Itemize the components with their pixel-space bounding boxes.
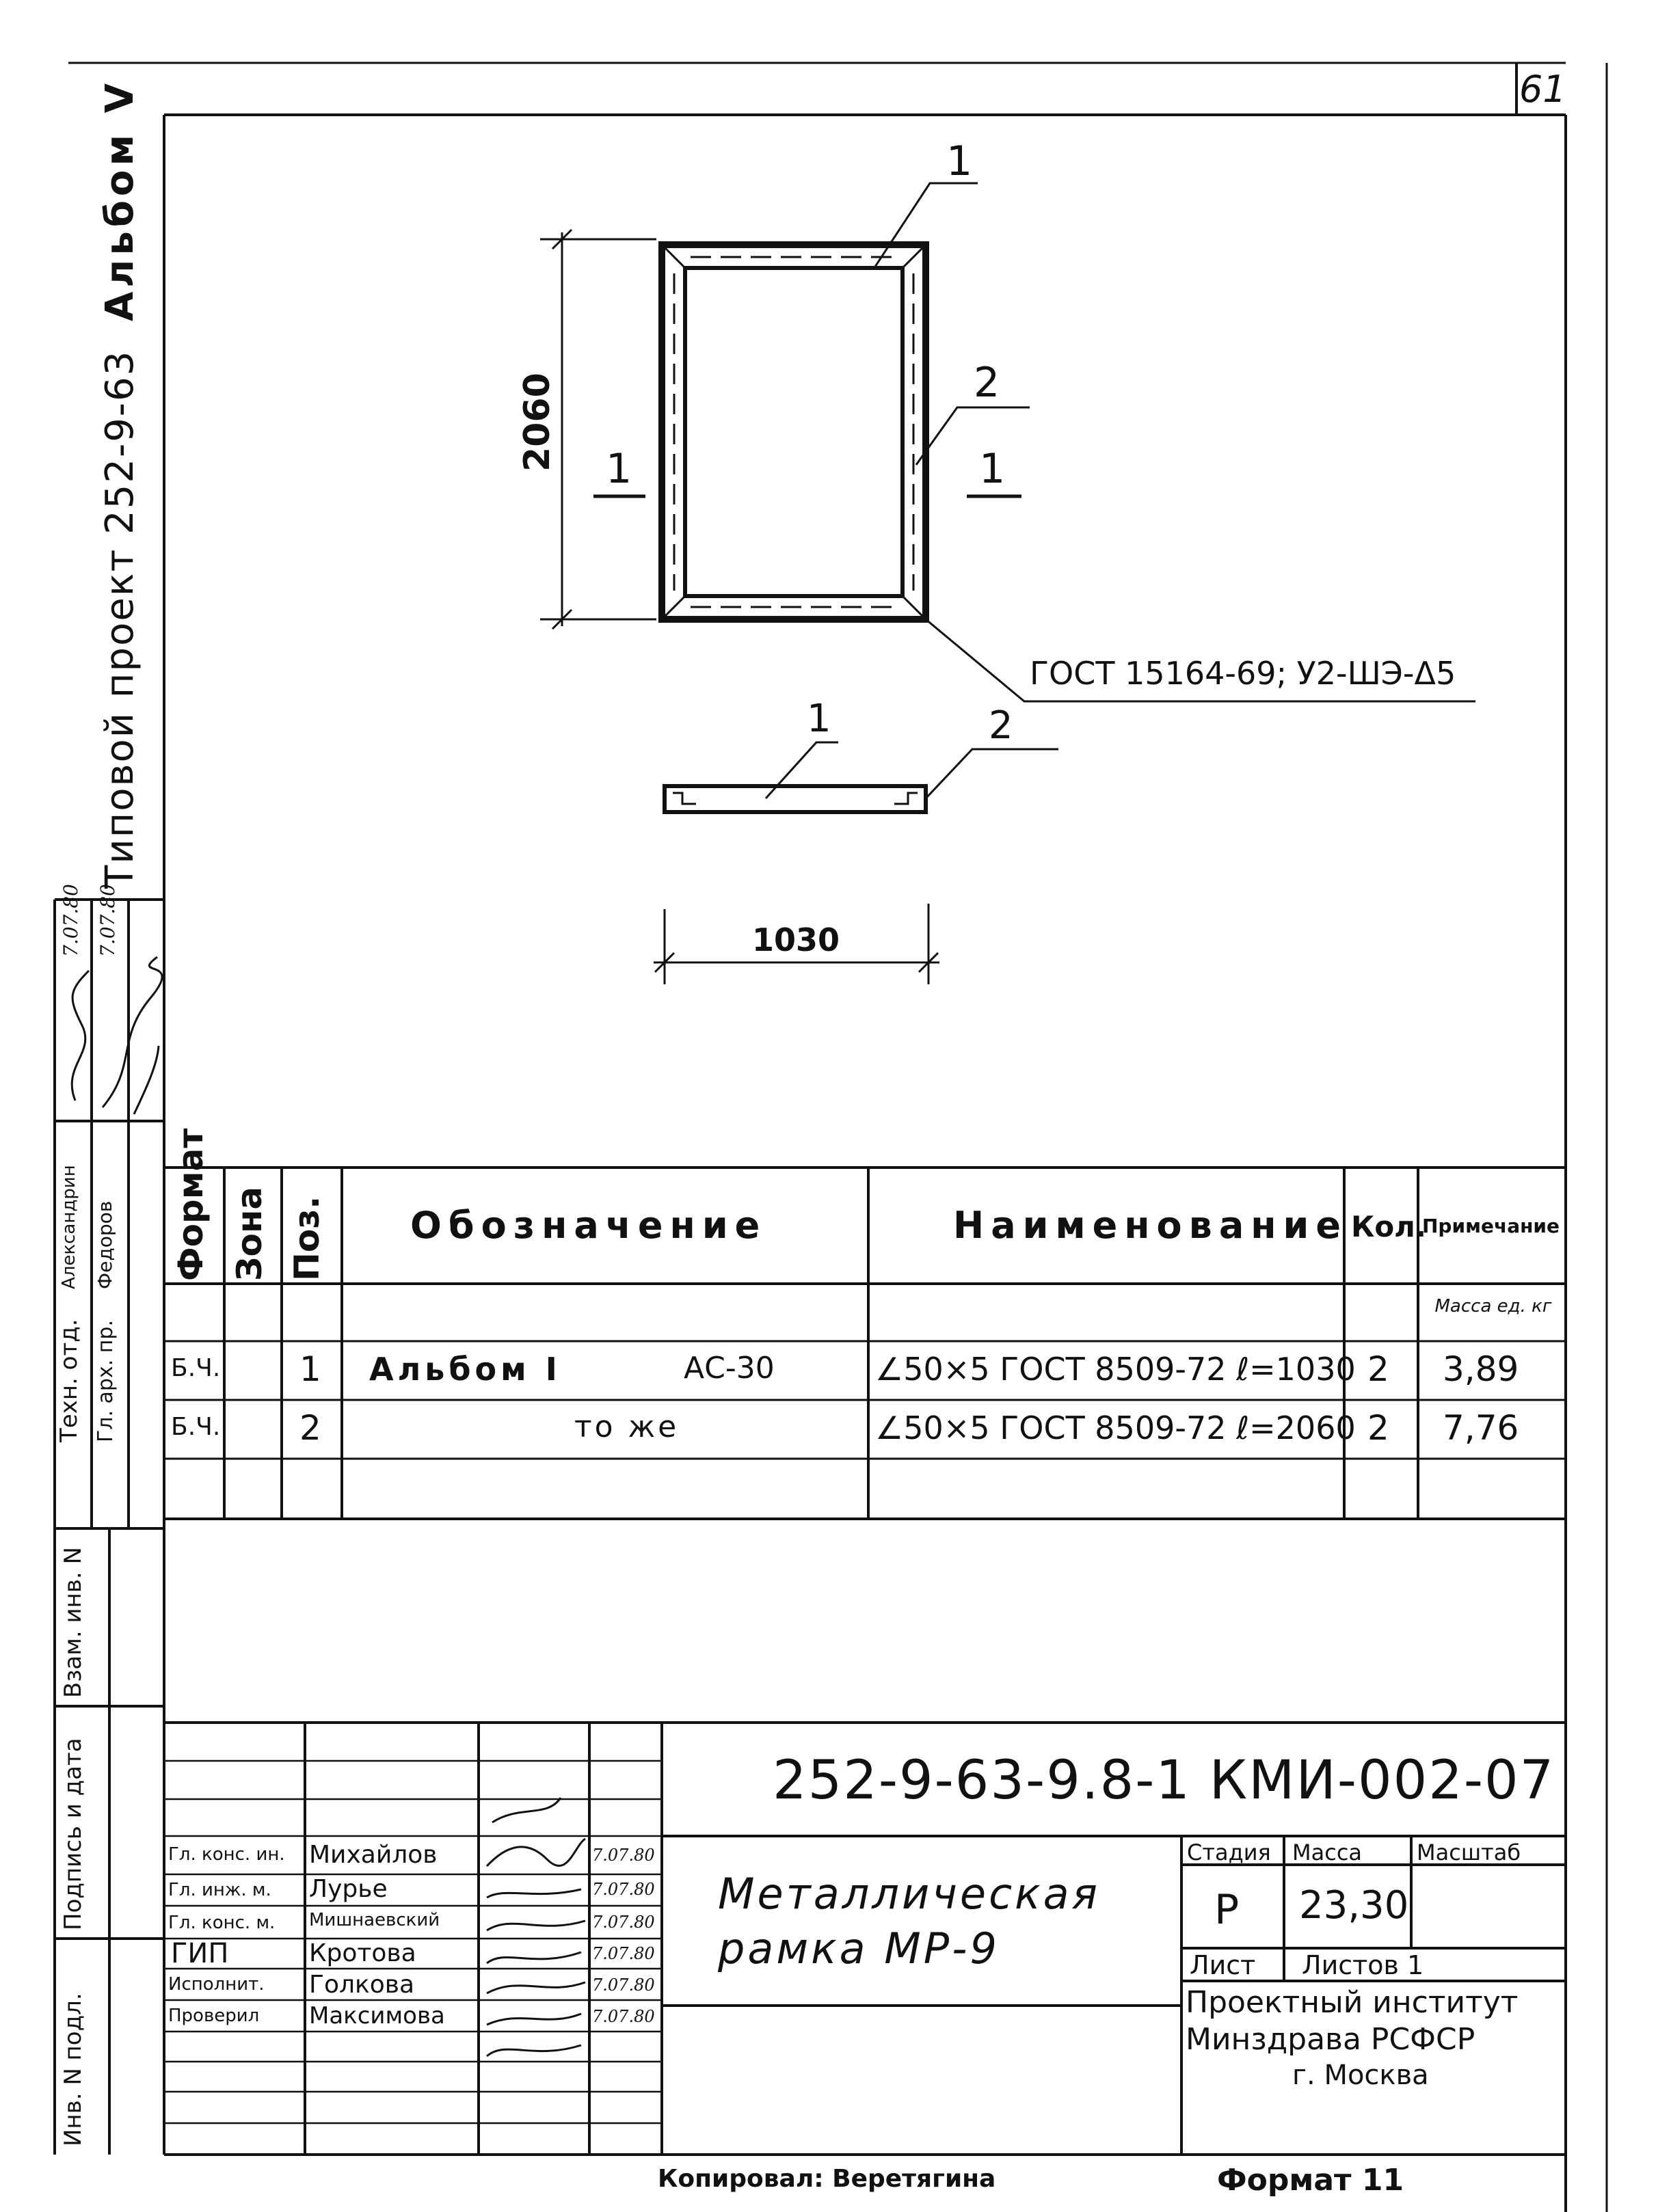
profile-leader-2: 2 (989, 703, 1013, 748)
row1-designation-code: АС-30 (684, 1351, 775, 1386)
sig-role-2: Гл. инж. м. (168, 1880, 271, 1900)
sig-name-1: Михайлов (309, 1841, 438, 1869)
row2-qty: 2 (1367, 1408, 1389, 1448)
sig-date-4: 7.07.80 (592, 1944, 655, 1963)
approval-name-1: Александрин (59, 1165, 79, 1289)
stamp-label-inventory: Инв. N подл. (59, 1993, 87, 2146)
approval-role-2: Гл. арх. пр. (94, 1320, 118, 1442)
frame-profile (665, 742, 1058, 812)
col-header-format: Формат (171, 1128, 211, 1281)
stage-value: Р (1214, 1886, 1240, 1934)
drawing-title-line2: рамка МР-9 (718, 1924, 1000, 1973)
sig-name-2: Лурье (309, 1875, 388, 1903)
col-header-name: Наименование (953, 1204, 1348, 1247)
section-mark-right: 1 (979, 445, 1006, 493)
mass-value: 23,30 (1299, 1883, 1409, 1928)
row2-pos: 2 (299, 1408, 321, 1448)
mass-label: Масса (1292, 1839, 1363, 1865)
dimension-width: 1030 (752, 921, 840, 958)
footer-copied-by: Копировал: Веретягина (658, 2165, 996, 2193)
sig-role-1: Гл. конс. ин. (168, 1844, 285, 1865)
col-header-designation: Обозначение (410, 1204, 767, 1247)
row2-designation: то же (574, 1410, 680, 1444)
sig-date-5: 7.07.80 (592, 1975, 655, 1995)
dimension-height: 2060 (517, 373, 558, 472)
drawing-title-line1: Металлическая (718, 1869, 1100, 1919)
col-header-zone: Зона (230, 1186, 269, 1281)
row1-format: Б.Ч. (171, 1354, 221, 1382)
sig-date-6: 7.07.80 (592, 2007, 655, 2026)
org-line-1: Проектный институт (1186, 1985, 1519, 2020)
album-label: Альбом V (98, 79, 142, 321)
sig-role-3: Гл. конс. м. (168, 1913, 276, 1933)
scale-label: Масштаб (1417, 1839, 1521, 1865)
stamp-label-replace: Взам. инв. N (59, 1547, 87, 1698)
approval-role-1: Техн. отд. (55, 1319, 83, 1442)
sheet-label: Лист (1190, 1950, 1256, 1980)
stamp-label-signature: Подпись и дата (59, 1738, 87, 1930)
approval-date-2: 7.07.80 (96, 884, 119, 957)
row2-name: ∠50×5 ГОСТ 8509-72 ℓ=2060 (875, 1410, 1356, 1446)
sig-date-3: 7.07.80 (592, 1913, 655, 1932)
sig-role-4: ГИП (171, 1938, 229, 1969)
col-header-pos: Поз. (287, 1196, 327, 1281)
sig-role-6: Проверил (168, 2006, 260, 2026)
row1-name: ∠50×5 ГОСТ 8509-72 ℓ=1030 (875, 1351, 1356, 1388)
sheet-number: 61 (1519, 68, 1566, 111)
profile-leader-1: 1 (807, 697, 831, 741)
sig-name-6: Максимова (309, 2002, 445, 2029)
approval-name-2: Федоров (94, 1200, 116, 1289)
row1-note: 3,89 (1443, 1349, 1519, 1389)
col-header-qty: Кол. (1351, 1210, 1426, 1243)
project-label: Типовой проект 252-9-63 (98, 349, 142, 889)
sheets-label: Листов 1 (1302, 1950, 1424, 1980)
stage-label: Стадия (1187, 1839, 1271, 1865)
leader-pos-1: 1 (946, 137, 973, 185)
approval-date-1: 7.07.80 (59, 884, 82, 957)
row1-designation: Альбом I (369, 1351, 561, 1388)
row1-pos: 1 (299, 1349, 321, 1389)
footer-format: Формат 11 (1217, 2163, 1404, 2198)
sig-date-2: 7.07.80 (592, 1880, 655, 1899)
row1-qty: 2 (1367, 1349, 1389, 1389)
org-line-3: г. Москва (1292, 2060, 1429, 2091)
col-header-note: Примечание (1422, 1215, 1560, 1237)
row2-note: 7,76 (1443, 1408, 1519, 1448)
drawing-code: 252-9-63-9.8-1 КМИ-002-07 (773, 1750, 1555, 1811)
section-mark-left: 1 (606, 445, 632, 493)
subheader-mass: Масса ед. кг (1434, 1296, 1552, 1317)
org-line-2: Минздрава РСФСР (1186, 2022, 1475, 2057)
frame-elevation (662, 245, 926, 619)
row2-format: Б.Ч. (171, 1413, 221, 1441)
leader-pos-2: 2 (974, 359, 1000, 407)
weld-note: ГОСТ 15164-69; У2-ШЭ-Δ5 (1030, 655, 1456, 692)
sig-role-5: Исполнит. (168, 1974, 265, 1995)
sig-name-5: Голкова (309, 1971, 415, 1999)
sig-name-3: Мишнаевский (309, 1910, 440, 1930)
sig-date-1: 7.07.80 (592, 1846, 655, 1865)
sig-name-4: Кротова (309, 1939, 416, 1967)
